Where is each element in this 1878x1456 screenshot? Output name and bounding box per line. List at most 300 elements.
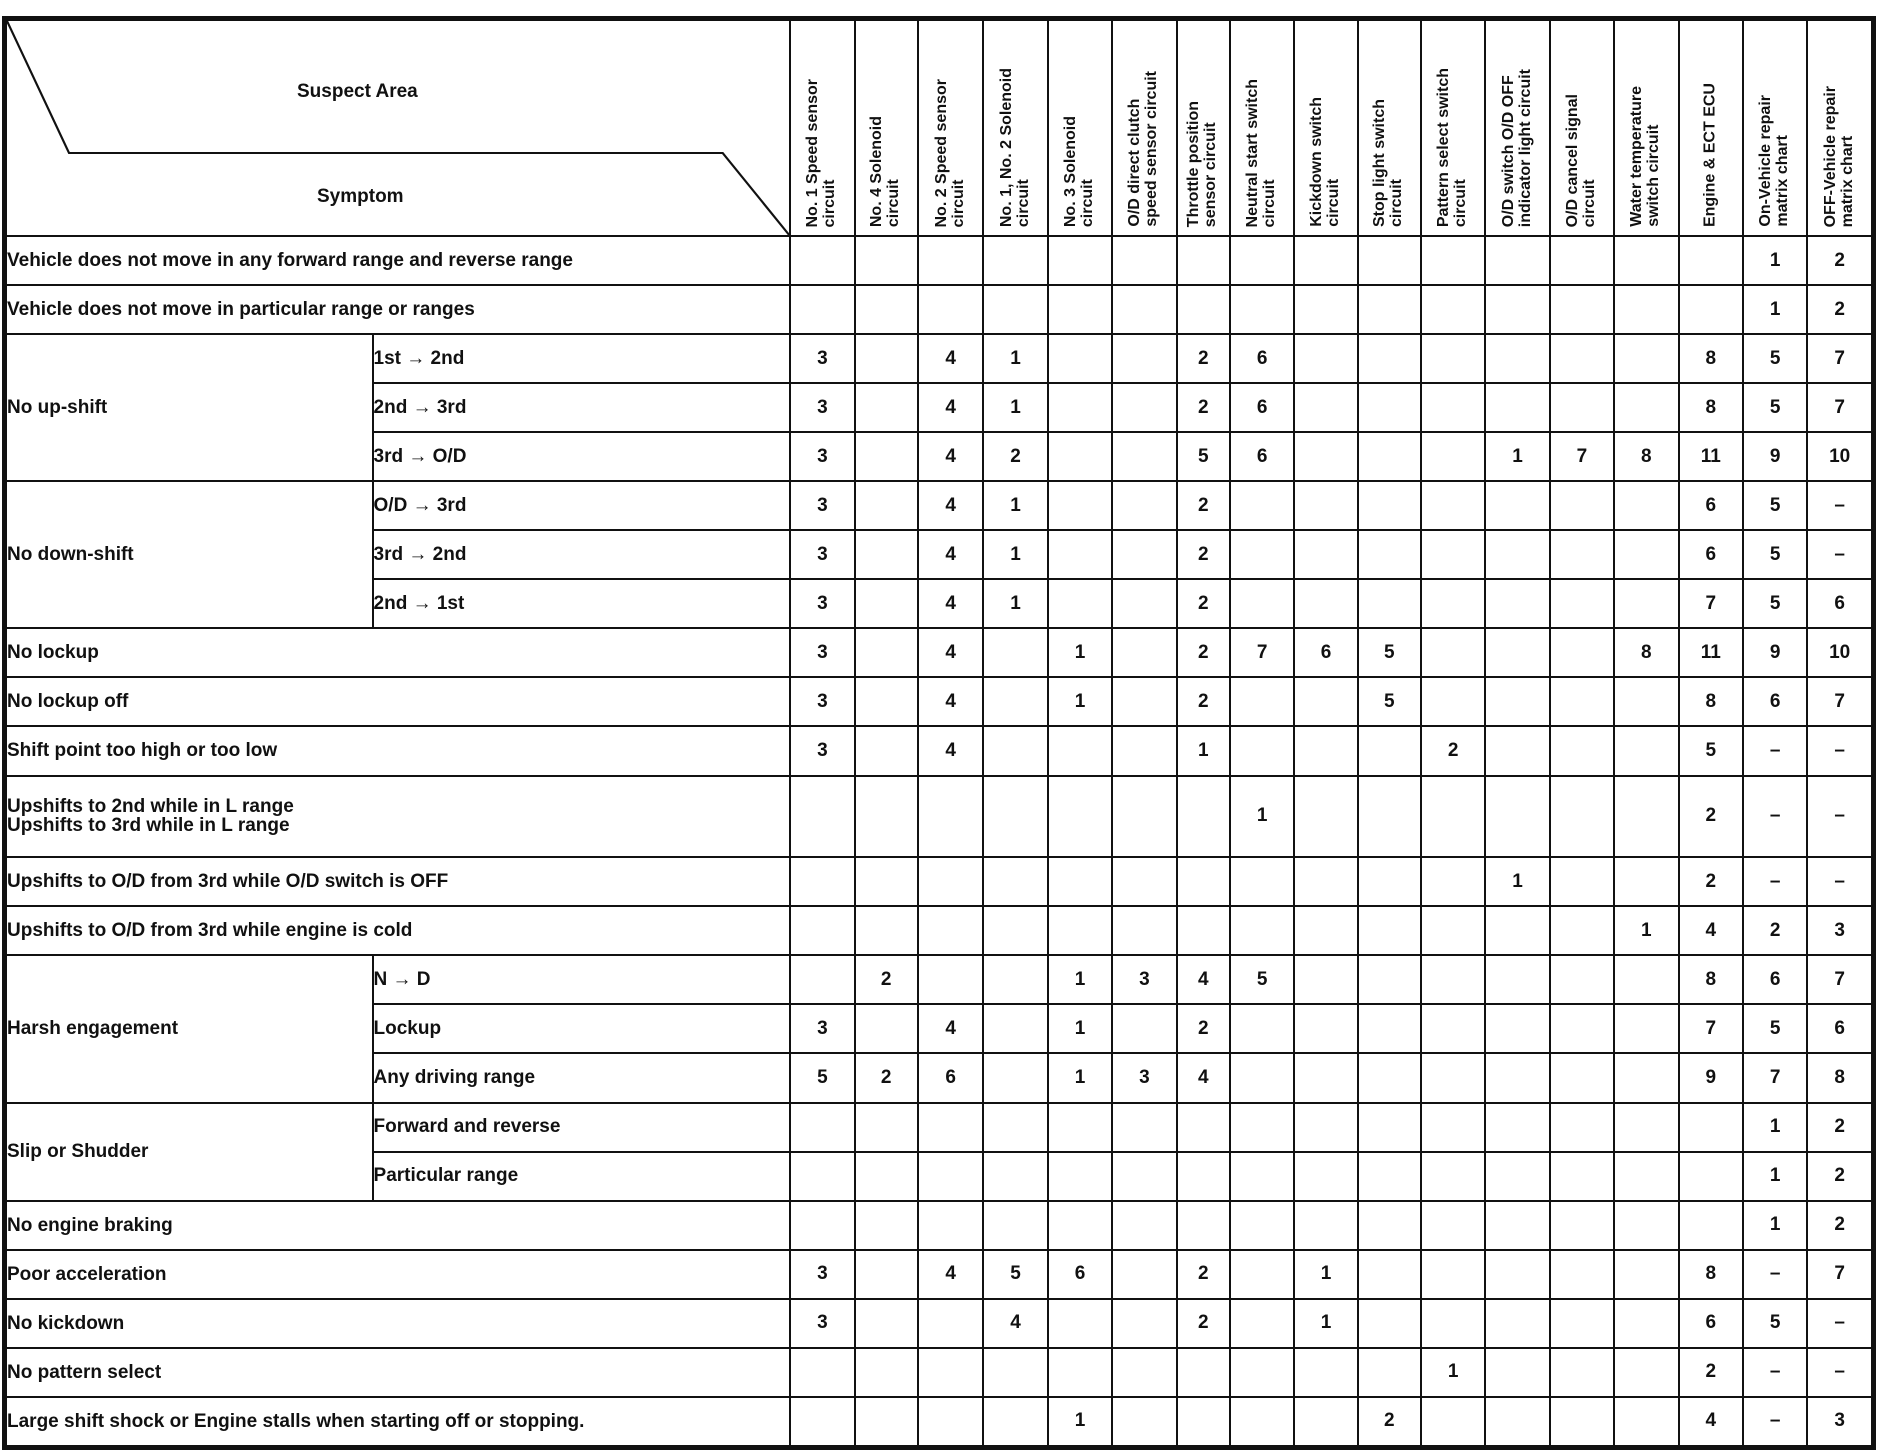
priority-cell	[855, 1201, 918, 1250]
priority-cell	[1177, 776, 1230, 858]
priority-cell	[918, 285, 984, 334]
priority-cell	[1679, 285, 1743, 334]
priority-cell: 1	[1048, 628, 1112, 677]
priority-cell	[1679, 1201, 1743, 1250]
priority-cell	[1048, 383, 1112, 432]
priority-cell	[1048, 1348, 1112, 1397]
priority-cell: –	[1807, 857, 1872, 906]
priority-cell: 4	[918, 530, 984, 579]
priority-cell	[790, 1152, 854, 1201]
priority-cell: 10	[1807, 432, 1872, 481]
priority-cell: 5	[1743, 1004, 1807, 1053]
column-header-label: Neutral start switch circuit	[1244, 78, 1279, 227]
priority-cell	[855, 776, 918, 858]
priority-cell	[1614, 1152, 1678, 1201]
priority-cell	[855, 1152, 918, 1201]
priority-cell	[1614, 1250, 1678, 1299]
priority-cell	[1679, 236, 1743, 285]
priority-cell	[1485, 236, 1549, 285]
priority-cell	[918, 1348, 984, 1397]
priority-cell	[1294, 677, 1357, 726]
priority-cell: 8	[1679, 955, 1743, 1004]
priority-cell	[1358, 1152, 1421, 1201]
priority-cell	[1485, 530, 1549, 579]
priority-cell	[1614, 481, 1678, 530]
priority-cell	[1550, 1152, 1614, 1201]
priority-cell	[855, 432, 918, 481]
priority-cell	[1485, 579, 1549, 628]
priority-cell: 2	[1177, 530, 1230, 579]
priority-cell: 7	[1807, 383, 1872, 432]
priority-cell	[1112, 481, 1176, 530]
priority-cell: 6	[918, 1053, 984, 1102]
priority-cell	[1550, 628, 1614, 677]
table-row	[6, 236, 1872, 285]
priority-cell: –	[1743, 776, 1807, 858]
column-header-label: Water temperature switch circuit	[1628, 86, 1663, 227]
symptom-label: Symptom	[317, 186, 404, 207]
priority-cell: 5	[1358, 677, 1421, 726]
priority-cell	[1485, 334, 1549, 383]
sub-condition-cell: Any driving range	[373, 1053, 791, 1102]
priority-cell	[855, 1103, 918, 1152]
priority-cell: 4	[918, 481, 984, 530]
priority-cell: 3	[790, 530, 854, 579]
priority-cell: 6	[1230, 334, 1294, 383]
column-header-label: O/D cancel signal circuit	[1564, 93, 1598, 227]
priority-cell	[855, 1299, 918, 1348]
column-header	[1112, 20, 1176, 236]
priority-cell: 2	[1177, 579, 1230, 628]
priority-cell: 2	[855, 1053, 918, 1102]
priority-cell	[1048, 857, 1112, 906]
priority-cell	[1112, 1250, 1176, 1299]
priority-cell: 7	[1807, 334, 1872, 383]
priority-cell	[1550, 677, 1614, 726]
priority-cell: 2	[1807, 236, 1872, 285]
priority-cell: –	[1807, 530, 1872, 579]
priority-cell	[1614, 955, 1678, 1004]
priority-cell	[1112, 776, 1176, 858]
priority-cell: 7	[1550, 432, 1614, 481]
priority-cell	[1048, 481, 1112, 530]
priority-cell	[1679, 1152, 1743, 1201]
priority-cell	[1358, 481, 1421, 530]
priority-cell	[1294, 1053, 1357, 1102]
priority-cell: 7	[1743, 1053, 1807, 1102]
priority-cell: 5	[1177, 432, 1230, 481]
priority-cell	[1230, 857, 1294, 906]
priority-cell: 6	[1048, 1250, 1112, 1299]
priority-cell	[1112, 1103, 1176, 1152]
priority-cell	[1112, 1348, 1176, 1397]
priority-cell: 11	[1679, 628, 1743, 677]
table-row	[6, 776, 1872, 858]
priority-cell: 3	[1112, 955, 1176, 1004]
priority-cell	[1421, 857, 1485, 906]
symptom-cell: No pattern select	[6, 1348, 790, 1397]
priority-cell	[1112, 1152, 1176, 1201]
table-row	[6, 1299, 1872, 1348]
priority-cell: 1	[983, 579, 1047, 628]
symptom-cell: No lockup	[6, 628, 790, 677]
priority-cell	[1294, 432, 1357, 481]
priority-cell	[855, 906, 918, 955]
priority-cell	[1614, 857, 1678, 906]
priority-cell	[1485, 481, 1549, 530]
priority-cell	[1421, 1053, 1485, 1102]
priority-cell: 3	[790, 432, 854, 481]
priority-cell	[1614, 1053, 1678, 1102]
priority-cell: 1	[1177, 726, 1230, 775]
priority-cell	[1112, 579, 1176, 628]
priority-cell: 2	[1177, 1250, 1230, 1299]
sub-condition-cell: O/D → 3rd	[373, 481, 791, 530]
table-row	[6, 955, 1872, 1004]
priority-cell: 6	[1230, 432, 1294, 481]
priority-cell	[1294, 236, 1357, 285]
priority-cell: 3	[790, 334, 854, 383]
priority-cell	[855, 530, 918, 579]
priority-cell	[1230, 579, 1294, 628]
priority-cell	[1485, 726, 1549, 775]
priority-cell	[1614, 236, 1678, 285]
table-row	[6, 1201, 1872, 1250]
priority-cell	[1421, 236, 1485, 285]
priority-cell: 3	[790, 481, 854, 530]
priority-cell	[1230, 1299, 1294, 1348]
priority-cell	[1421, 955, 1485, 1004]
priority-cell: 2	[1177, 677, 1230, 726]
column-header	[1048, 20, 1112, 236]
priority-cell	[790, 776, 854, 858]
priority-cell: 1	[983, 481, 1047, 530]
priority-cell: 1	[1048, 677, 1112, 726]
priority-cell	[1048, 530, 1112, 579]
priority-cell	[1421, 530, 1485, 579]
priority-cell: 4	[1679, 906, 1743, 955]
priority-cell: 4	[918, 1250, 984, 1299]
priority-cell	[855, 628, 918, 677]
priority-cell	[1614, 677, 1678, 726]
column-header-label: No. 1, No. 2 Solenoid circuit	[997, 67, 1032, 227]
priority-cell	[1230, 1103, 1294, 1152]
column-header	[1485, 20, 1549, 236]
priority-cell	[1550, 1397, 1614, 1446]
symptom-cell: Large shift shock or Engine stalls when starting off or stopping.	[6, 1397, 790, 1446]
priority-cell: 5	[1743, 1299, 1807, 1348]
priority-cell: 6	[1743, 955, 1807, 1004]
priority-cell	[1421, 334, 1485, 383]
priority-cell	[1358, 726, 1421, 775]
priority-cell	[1294, 1004, 1357, 1053]
priority-cell: 8	[1614, 432, 1678, 481]
priority-cell	[1485, 1250, 1549, 1299]
column-header	[1177, 20, 1230, 236]
priority-cell: 5	[1358, 628, 1421, 677]
priority-cell: 1	[983, 334, 1047, 383]
priority-cell: 2	[1358, 1397, 1421, 1446]
column-header-label: O/D direct clutch speed sensor circuit	[1126, 71, 1161, 227]
priority-cell	[1230, 677, 1294, 726]
priority-cell: 1	[1485, 857, 1549, 906]
priority-cell: 2	[1679, 776, 1743, 858]
priority-cell	[983, 285, 1047, 334]
priority-cell: 6	[1230, 383, 1294, 432]
priority-cell	[1550, 334, 1614, 383]
priority-cell	[1358, 1053, 1421, 1102]
column-header	[1421, 20, 1485, 236]
priority-cell	[1550, 776, 1614, 858]
priority-cell: 4	[918, 726, 984, 775]
priority-cell	[1294, 579, 1357, 628]
priority-cell: 6	[1679, 530, 1743, 579]
priority-cell	[855, 857, 918, 906]
repair-matrix-sheet	[2, 16, 1876, 1450]
priority-cell	[1421, 1201, 1485, 1250]
priority-cell: 9	[1679, 1053, 1743, 1102]
column-header-label: No. 4 Solenoid circuit	[868, 115, 903, 227]
priority-cell: 7	[1679, 1004, 1743, 1053]
column-header	[983, 20, 1047, 236]
column-header	[1679, 20, 1743, 236]
priority-cell	[983, 628, 1047, 677]
priority-cell	[1048, 334, 1112, 383]
priority-cell	[1112, 906, 1176, 955]
column-header-label: On-Vehicle repair matrix chart	[1757, 95, 1792, 227]
priority-cell	[790, 236, 854, 285]
priority-cell: 1	[1230, 776, 1294, 858]
priority-cell	[1177, 906, 1230, 955]
sub-condition-cell: 2nd → 3rd	[373, 383, 791, 432]
priority-cell	[1230, 1152, 1294, 1201]
priority-cell	[1294, 1152, 1357, 1201]
priority-cell	[1112, 285, 1176, 334]
sub-condition-cell: 3rd → O/D	[373, 432, 791, 481]
priority-cell	[790, 1348, 854, 1397]
header-row	[6, 20, 1872, 236]
priority-cell: 1	[1743, 1103, 1807, 1152]
priority-cell	[1550, 1348, 1614, 1397]
priority-cell	[790, 1201, 854, 1250]
priority-cell: 3	[790, 1250, 854, 1299]
priority-cell: 2	[1807, 1152, 1872, 1201]
priority-cell	[1485, 1397, 1549, 1446]
priority-cell	[1112, 236, 1176, 285]
column-header-label: Kickdown switch circuit	[1308, 97, 1342, 227]
priority-cell: 9	[1743, 628, 1807, 677]
priority-cell: 2	[1177, 383, 1230, 432]
symptom-cell: Shift point too high or too low	[6, 726, 790, 775]
priority-cell: 7	[1230, 628, 1294, 677]
priority-cell	[1358, 334, 1421, 383]
priority-cell	[1421, 383, 1485, 432]
priority-cell	[1294, 1103, 1357, 1152]
priority-cell	[1421, 1397, 1485, 1446]
priority-cell	[1048, 726, 1112, 775]
priority-cell	[1550, 857, 1614, 906]
priority-cell	[1550, 955, 1614, 1004]
table-row	[6, 906, 1872, 955]
priority-cell: 1	[1743, 236, 1807, 285]
priority-cell	[1112, 334, 1176, 383]
priority-cell	[1485, 776, 1549, 858]
priority-cell: 5	[983, 1250, 1047, 1299]
priority-cell: 1	[1294, 1299, 1357, 1348]
priority-cell	[1679, 1103, 1743, 1152]
priority-cell: 2	[1679, 1348, 1743, 1397]
priority-cell	[790, 1103, 854, 1152]
symptom-cell: Upshifts to O/D from 3rd while engine is cold	[6, 906, 790, 955]
priority-cell: 5	[1743, 530, 1807, 579]
priority-cell	[1230, 285, 1294, 334]
priority-cell	[1177, 1201, 1230, 1250]
priority-cell	[983, 955, 1047, 1004]
priority-cell	[855, 1397, 918, 1446]
priority-cell: 7	[1679, 579, 1743, 628]
priority-cell	[1485, 677, 1549, 726]
priority-cell	[983, 1103, 1047, 1152]
symptom-cell: Upshifts to 2nd while in L range Upshifts to 3rd while in L range	[6, 776, 790, 858]
priority-cell: 6	[1679, 481, 1743, 530]
priority-cell	[983, 1004, 1047, 1053]
column-header-label: Engine & ECT ECU	[1701, 82, 1719, 227]
priority-cell	[1550, 383, 1614, 432]
priority-cell	[790, 285, 854, 334]
priority-cell: 1	[1743, 1201, 1807, 1250]
matrix-body	[6, 236, 1872, 1446]
column-header-label: Stop light switch circuit	[1371, 99, 1406, 227]
priority-cell	[1177, 857, 1230, 906]
priority-cell: –	[1807, 481, 1872, 530]
priority-cell	[855, 726, 918, 775]
column-header-label: O/D switch O/D OFF indicator light circuit	[1499, 68, 1534, 227]
priority-cell: 2	[1807, 285, 1872, 334]
priority-cell	[1485, 1103, 1549, 1152]
priority-cell	[1614, 1397, 1678, 1446]
priority-cell: 8	[1679, 334, 1743, 383]
column-header	[1230, 20, 1294, 236]
priority-cell	[855, 579, 918, 628]
priority-cell	[1048, 1299, 1112, 1348]
table-row	[6, 1103, 1872, 1152]
priority-cell	[983, 857, 1047, 906]
priority-cell: 2	[1177, 1004, 1230, 1053]
priority-cell	[983, 1348, 1047, 1397]
priority-cell	[1485, 628, 1549, 677]
priority-cell	[1421, 1152, 1485, 1201]
priority-cell	[855, 1004, 918, 1053]
priority-cell	[1112, 1397, 1176, 1446]
priority-cell	[1614, 1103, 1678, 1152]
priority-cell	[1294, 857, 1357, 906]
priority-cell	[983, 1152, 1047, 1201]
priority-cell	[1294, 285, 1357, 334]
priority-cell	[1421, 776, 1485, 858]
priority-cell	[1177, 1103, 1230, 1152]
priority-cell	[983, 906, 1047, 955]
priority-cell: 1	[1048, 955, 1112, 1004]
priority-cell: 5	[1743, 334, 1807, 383]
priority-cell	[918, 1152, 984, 1201]
priority-cell: 3	[790, 726, 854, 775]
priority-cell	[1294, 726, 1357, 775]
priority-cell	[1614, 1004, 1678, 1053]
priority-cell	[790, 906, 854, 955]
table-row	[6, 481, 1872, 530]
priority-cell	[1550, 579, 1614, 628]
priority-cell	[855, 677, 918, 726]
priority-cell	[1421, 1250, 1485, 1299]
symptom-cell: No kickdown	[6, 1299, 790, 1348]
priority-cell	[1550, 906, 1614, 955]
priority-cell	[1230, 726, 1294, 775]
priority-cell	[790, 1397, 854, 1446]
priority-cell	[1550, 1250, 1614, 1299]
priority-cell	[1358, 955, 1421, 1004]
priority-cell	[1421, 481, 1485, 530]
priority-cell	[1421, 677, 1485, 726]
table-row	[6, 1397, 1872, 1446]
priority-cell: 5	[1743, 481, 1807, 530]
priority-cell	[1421, 1004, 1485, 1053]
priority-cell	[1112, 1299, 1176, 1348]
priority-cell	[1358, 236, 1421, 285]
priority-cell: 4	[918, 579, 984, 628]
priority-cell: 10	[1807, 628, 1872, 677]
symptom-group-cell: No up-shift	[6, 334, 373, 481]
priority-cell	[1358, 1299, 1421, 1348]
priority-cell: 4	[1679, 1397, 1743, 1446]
priority-cell	[1230, 1201, 1294, 1250]
priority-cell	[1177, 236, 1230, 285]
sub-condition-cell: Particular range	[373, 1152, 791, 1201]
priority-cell	[983, 776, 1047, 858]
priority-cell: 1	[1048, 1053, 1112, 1102]
priority-cell: 3	[790, 677, 854, 726]
priority-cell: 7	[1807, 677, 1872, 726]
priority-cell	[1421, 285, 1485, 334]
priority-cell: 2	[1177, 628, 1230, 677]
priority-cell	[855, 1348, 918, 1397]
priority-cell: 2	[1679, 857, 1743, 906]
priority-cell	[918, 857, 984, 906]
column-header-label: No. 1 Speed sensor circuit	[804, 78, 839, 227]
priority-cell	[983, 1397, 1047, 1446]
priority-cell	[855, 383, 918, 432]
priority-cell: 3	[790, 383, 854, 432]
table-row	[6, 628, 1872, 677]
priority-cell: 8	[1679, 677, 1743, 726]
priority-cell	[1485, 906, 1549, 955]
priority-cell	[855, 481, 918, 530]
suspect-area-label: Suspect Area	[297, 81, 418, 102]
priority-cell	[1550, 236, 1614, 285]
priority-cell	[1358, 1250, 1421, 1299]
table-row	[6, 1250, 1872, 1299]
priority-cell	[1048, 776, 1112, 858]
priority-cell	[1048, 236, 1112, 285]
priority-cell	[790, 955, 854, 1004]
priority-cell	[1112, 530, 1176, 579]
priority-cell: 8	[1614, 628, 1678, 677]
priority-cell	[1294, 530, 1357, 579]
priority-cell	[918, 1299, 984, 1348]
column-header-label: Throttle position sensor circuit	[1185, 100, 1220, 227]
priority-cell	[1485, 1201, 1549, 1250]
priority-cell	[1614, 1348, 1678, 1397]
priority-cell	[1177, 1397, 1230, 1446]
